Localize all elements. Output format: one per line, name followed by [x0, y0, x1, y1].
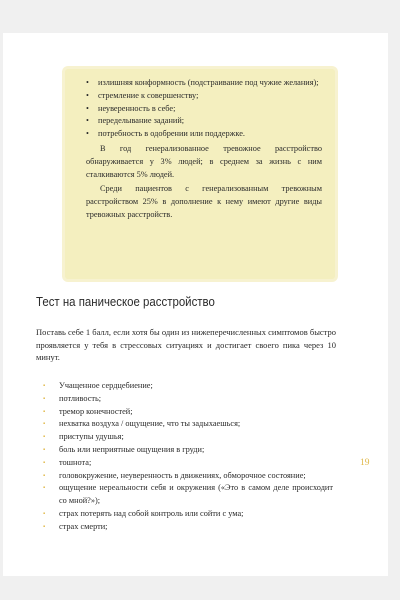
- symptom-item: ▪ приступы удушья;: [43, 431, 333, 444]
- trait-item: • переделывание заданий;: [86, 115, 322, 128]
- book-page: [3, 33, 388, 576]
- highlight-content: [86, 77, 322, 222]
- symptom-item: ▪ ощущение нереальности себя и окружения («Это в самом деле происходит со мной?»);: [43, 482, 333, 508]
- trait-item: • излишняя конформность (подстраивание под чужие желания);: [86, 77, 322, 90]
- symptom-item: ▪ тремор конечностей;: [43, 406, 333, 419]
- symptom-item: ▪ страх потерять над собой контроль или сойти с ума;: [43, 508, 333, 521]
- trait-list: [86, 77, 322, 141]
- intro-paragraph: Поставь себе 1 балл, если хотя бы один из нижеперечисленных симптомов быстро проявляется у тебя в стрессовых ситуациях и достигает своего пика через 10 минут.: [36, 327, 336, 362]
- symptom-item: ▪ Учащенное сердцебиение;: [43, 380, 333, 393]
- symptom-item: ▪ нехватка воздуха / ощущение, что ты задыхаешься;: [43, 418, 333, 431]
- statistics-paragraph: В год генерализованное тревожное расстройство обнаруживается у 3% людей; в среднем за жизнь с ним сталкиваются 5% людей.: [86, 143, 322, 179]
- symptom-item: ▪ страх смерти;: [43, 521, 333, 534]
- trait-item: • стремление к совершенству;: [86, 90, 322, 103]
- trait-item: • потребность в одобрении или поддержке.: [86, 128, 322, 141]
- symptom-item: ▪ головокружение, неуверенность в движениях, обморочное состояние;: [43, 470, 333, 483]
- page-number: 19: [360, 458, 370, 468]
- symptom-item: ▪ тошнота;: [43, 457, 333, 470]
- section-title: Тест на паническое расстройство: [36, 294, 215, 309]
- symptom-item: ▪ боль или неприятные ощущения в груди;: [43, 444, 333, 457]
- symptom-item: ▪ потливость;: [43, 393, 333, 406]
- symptom-list: [43, 380, 333, 534]
- statistics-paragraph: Среди пациентов с генерализованным тревожным расстройством 25% в дополнение к нему имеют другие виды тревожных расстройств.: [86, 184, 322, 219]
- trait-item: • неуверенность в себе;: [86, 103, 322, 116]
